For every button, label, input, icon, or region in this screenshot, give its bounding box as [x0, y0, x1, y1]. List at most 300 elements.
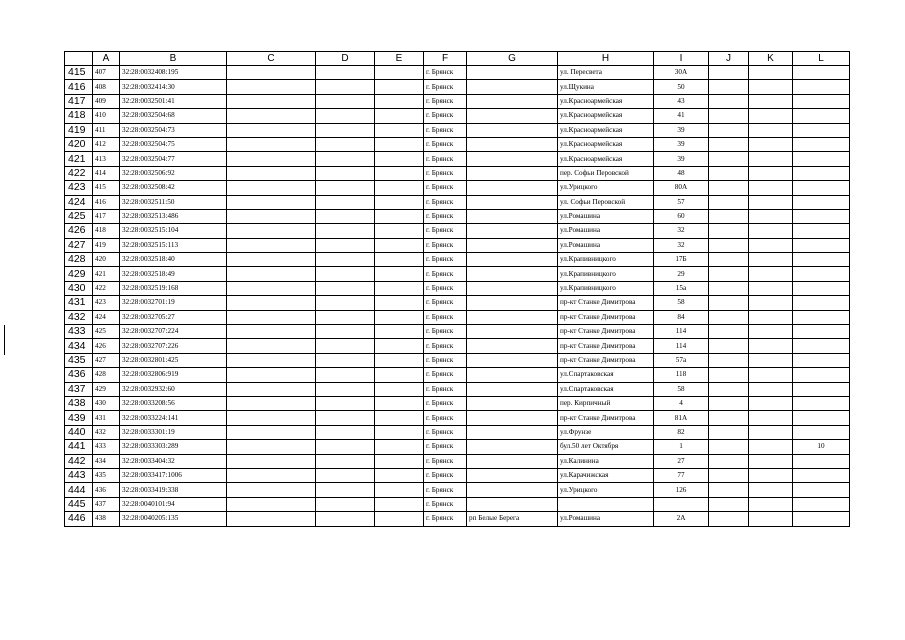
column-header-e[interactable]: E: [375, 52, 424, 66]
cell-i-house[interactable]: 126: [654, 483, 709, 497]
cell-a[interactable]: 412: [93, 137, 120, 151]
cell-c[interactable]: [227, 454, 316, 468]
cell-b-cadastral-number[interactable]: 32:28:0032932:60: [120, 382, 227, 396]
column-header-f[interactable]: F: [424, 52, 467, 66]
cell-b-cadastral-number[interactable]: 32:28:0032504:75: [120, 137, 227, 151]
cell-k[interactable]: [749, 296, 793, 310]
cell-g-settlement[interactable]: [467, 497, 558, 511]
cell-h-street[interactable]: пр-кт Станке Димитрова: [558, 353, 654, 367]
cell-b-cadastral-number[interactable]: 32:28:0032518:40: [120, 253, 227, 267]
cell-k[interactable]: [749, 353, 793, 367]
cell-b-cadastral-number[interactable]: 32:28:0032515:104: [120, 224, 227, 238]
cell-l[interactable]: [793, 368, 850, 382]
cell-l[interactable]: [793, 353, 850, 367]
cell-c[interactable]: [227, 66, 316, 80]
cell-f-city[interactable]: г. Брянск: [424, 109, 467, 123]
cell-l[interactable]: [793, 181, 850, 195]
cell-f-city[interactable]: г. Брянск: [424, 483, 467, 497]
cell-c[interactable]: [227, 253, 316, 267]
cell-l[interactable]: [793, 166, 850, 180]
cell-h-street[interactable]: ул.Ромашина: [558, 209, 654, 223]
cell-a[interactable]: 424: [93, 310, 120, 324]
cell-e[interactable]: [375, 80, 424, 94]
cell-b-cadastral-number[interactable]: 32:28:0032511:50: [120, 195, 227, 209]
cell-k[interactable]: [749, 166, 793, 180]
cell-e[interactable]: [375, 238, 424, 252]
cell-e[interactable]: [375, 382, 424, 396]
cell-e[interactable]: [375, 454, 424, 468]
cell-i-house[interactable]: 15а: [654, 281, 709, 295]
cell-b-cadastral-number[interactable]: 32:28:0032504:77: [120, 152, 227, 166]
cell-h-street[interactable]: ул.Красноармейская: [558, 152, 654, 166]
cell-c[interactable]: [227, 440, 316, 454]
cell-h-street[interactable]: ул.Ромашина: [558, 512, 654, 526]
cell-b-cadastral-number[interactable]: 32:28:0032504:68: [120, 109, 227, 123]
row-number[interactable]: 422: [65, 166, 93, 180]
row-number[interactable]: 440: [65, 425, 93, 439]
cell-e[interactable]: [375, 353, 424, 367]
cell-f-city[interactable]: г. Брянск: [424, 296, 467, 310]
cell-e[interactable]: [375, 339, 424, 353]
cell-a[interactable]: 407: [93, 66, 120, 80]
cell-l[interactable]: [793, 468, 850, 482]
cell-e[interactable]: [375, 267, 424, 281]
cell-i-house[interactable]: [654, 497, 709, 511]
cell-g-settlement[interactable]: [467, 80, 558, 94]
cell-k[interactable]: [749, 339, 793, 353]
cell-f-city[interactable]: г. Брянск: [424, 80, 467, 94]
cell-j[interactable]: [709, 296, 749, 310]
cell-j[interactable]: [709, 181, 749, 195]
cell-g-settlement[interactable]: [467, 281, 558, 295]
cell-h-street[interactable]: пр-кт Станке Димитрова: [558, 296, 654, 310]
cell-b-cadastral-number[interactable]: 32:28:0032501:41: [120, 94, 227, 108]
cell-c[interactable]: [227, 94, 316, 108]
cell-k[interactable]: [749, 152, 793, 166]
row-number[interactable]: 444: [65, 483, 93, 497]
cell-c[interactable]: [227, 353, 316, 367]
cell-b-cadastral-number[interactable]: 32:28:0032801:425: [120, 353, 227, 367]
cell-h-street[interactable]: ул.Фрунзе: [558, 425, 654, 439]
row-number[interactable]: 416: [65, 80, 93, 94]
row-number[interactable]: 431: [65, 296, 93, 310]
column-header-d[interactable]: D: [316, 52, 375, 66]
cell-g-settlement[interactable]: [467, 123, 558, 137]
cell-k[interactable]: [749, 224, 793, 238]
cell-a[interactable]: 416: [93, 195, 120, 209]
cell-l[interactable]: [793, 325, 850, 339]
cell-j[interactable]: [709, 238, 749, 252]
cell-b-cadastral-number[interactable]: 32:28:0032707:226: [120, 339, 227, 353]
cell-f-city[interactable]: г. Брянск: [424, 497, 467, 511]
cell-a[interactable]: 414: [93, 166, 120, 180]
cell-i-house[interactable]: 4: [654, 396, 709, 410]
cell-b-cadastral-number[interactable]: 32:28:0032707:224: [120, 325, 227, 339]
cell-j[interactable]: [709, 483, 749, 497]
cell-c[interactable]: [227, 281, 316, 295]
cell-e[interactable]: [375, 483, 424, 497]
cell-h-street[interactable]: ул.Урицкого: [558, 181, 654, 195]
cell-l[interactable]: [793, 454, 850, 468]
cell-c[interactable]: [227, 382, 316, 396]
cell-f-city[interactable]: г. Брянск: [424, 94, 467, 108]
row-number[interactable]: 445: [65, 497, 93, 511]
cell-g-settlement[interactable]: [467, 411, 558, 425]
cell-l[interactable]: [793, 310, 850, 324]
cell-h-street[interactable]: ул.Щукина: [558, 80, 654, 94]
row-number[interactable]: 436: [65, 368, 93, 382]
cell-j[interactable]: [709, 497, 749, 511]
cell-l[interactable]: [793, 267, 850, 281]
cell-b-cadastral-number[interactable]: 32:28:0032504:73: [120, 123, 227, 137]
cell-l[interactable]: [793, 109, 850, 123]
cell-h-street[interactable]: бул.50 лет Октября: [558, 440, 654, 454]
cell-i-house[interactable]: 82: [654, 425, 709, 439]
cell-a[interactable]: 435: [93, 468, 120, 482]
cell-l[interactable]: [793, 483, 850, 497]
row-number[interactable]: 439: [65, 411, 93, 425]
cell-h-street[interactable]: ул.Крапивницкого: [558, 253, 654, 267]
cell-e[interactable]: [375, 310, 424, 324]
cell-b-cadastral-number[interactable]: 32:28:0032705:27: [120, 310, 227, 324]
row-number[interactable]: 421: [65, 152, 93, 166]
cell-i-house[interactable]: 81А: [654, 411, 709, 425]
cell-j[interactable]: [709, 411, 749, 425]
cell-f-city[interactable]: г. Брянск: [424, 253, 467, 267]
cell-d[interactable]: [316, 166, 375, 180]
row-number[interactable]: 426: [65, 224, 93, 238]
cell-d[interactable]: [316, 310, 375, 324]
cell-j[interactable]: [709, 94, 749, 108]
cell-i-house[interactable]: 2А: [654, 512, 709, 526]
cell-l[interactable]: [793, 209, 850, 223]
row-number[interactable]: 415: [65, 66, 93, 80]
cell-b-cadastral-number[interactable]: 32:28:0033417:1006: [120, 468, 227, 482]
cell-a[interactable]: 433: [93, 440, 120, 454]
cell-h-street[interactable]: [558, 497, 654, 511]
cell-l[interactable]: [793, 339, 850, 353]
cell-d[interactable]: [316, 123, 375, 137]
cell-g-settlement[interactable]: [467, 152, 558, 166]
cell-a[interactable]: 430: [93, 396, 120, 410]
cell-c[interactable]: [227, 483, 316, 497]
cell-c[interactable]: [227, 296, 316, 310]
column-header-l[interactable]: L: [793, 52, 850, 66]
cell-g-settlement[interactable]: [467, 382, 558, 396]
cell-b-cadastral-number[interactable]: 32:28:0032408:195: [120, 66, 227, 80]
cell-k[interactable]: [749, 267, 793, 281]
cell-f-city[interactable]: г. Брянск: [424, 195, 467, 209]
cell-k[interactable]: [749, 468, 793, 482]
cell-f-city[interactable]: г. Брянск: [424, 137, 467, 151]
column-header-j[interactable]: J: [709, 52, 749, 66]
cell-h-street[interactable]: ул.Красноармейская: [558, 94, 654, 108]
cell-l[interactable]: [793, 396, 850, 410]
cell-i-house[interactable]: 43: [654, 94, 709, 108]
cell-k[interactable]: [749, 512, 793, 526]
cell-i-house[interactable]: 50: [654, 80, 709, 94]
cell-d[interactable]: [316, 238, 375, 252]
cell-j[interactable]: [709, 267, 749, 281]
row-number[interactable]: 443: [65, 468, 93, 482]
cell-k[interactable]: [749, 238, 793, 252]
cell-b-cadastral-number[interactable]: 32:28:0040205:135: [120, 512, 227, 526]
cell-h-street[interactable]: ул.Ромашина: [558, 238, 654, 252]
cell-f-city[interactable]: г. Брянск: [424, 181, 467, 195]
row-number[interactable]: 430: [65, 281, 93, 295]
cell-k[interactable]: [749, 209, 793, 223]
cell-a[interactable]: 417: [93, 209, 120, 223]
cell-j[interactable]: [709, 152, 749, 166]
cell-k[interactable]: [749, 425, 793, 439]
cell-f-city[interactable]: г. Брянск: [424, 468, 467, 482]
cell-b-cadastral-number[interactable]: 32:28:0032506:92: [120, 166, 227, 180]
row-number[interactable]: 420: [65, 137, 93, 151]
cell-c[interactable]: [227, 195, 316, 209]
cell-k[interactable]: [749, 281, 793, 295]
cell-g-settlement[interactable]: [467, 396, 558, 410]
cell-g-settlement[interactable]: [467, 195, 558, 209]
cell-h-street[interactable]: пр-кт Станке Димитрова: [558, 310, 654, 324]
cell-k[interactable]: [749, 382, 793, 396]
cell-i-house[interactable]: 118: [654, 368, 709, 382]
cell-d[interactable]: [316, 512, 375, 526]
cell-d[interactable]: [316, 339, 375, 353]
cell-a[interactable]: 410: [93, 109, 120, 123]
cell-i-house[interactable]: 1: [654, 440, 709, 454]
cell-d[interactable]: [316, 281, 375, 295]
cell-a[interactable]: 418: [93, 224, 120, 238]
cell-c[interactable]: [227, 339, 316, 353]
cell-l[interactable]: [793, 411, 850, 425]
cell-j[interactable]: [709, 512, 749, 526]
cell-i-house[interactable]: 30А: [654, 66, 709, 80]
cell-b-cadastral-number[interactable]: 32:28:0033208:56: [120, 396, 227, 410]
cell-d[interactable]: [316, 483, 375, 497]
cell-e[interactable]: [375, 411, 424, 425]
cell-d[interactable]: [316, 497, 375, 511]
cell-k[interactable]: [749, 195, 793, 209]
column-header-i[interactable]: I: [654, 52, 709, 66]
cell-j[interactable]: [709, 454, 749, 468]
cell-l[interactable]: [793, 296, 850, 310]
cell-l[interactable]: [793, 253, 850, 267]
cell-j[interactable]: [709, 310, 749, 324]
cell-c[interactable]: [227, 512, 316, 526]
cell-d[interactable]: [316, 454, 375, 468]
cell-h-street[interactable]: пер. Софьи Перовской: [558, 166, 654, 180]
cell-e[interactable]: [375, 425, 424, 439]
cell-k[interactable]: [749, 396, 793, 410]
cell-d[interactable]: [316, 94, 375, 108]
cell-c[interactable]: [227, 267, 316, 281]
cell-k[interactable]: [749, 137, 793, 151]
column-header-b[interactable]: B: [120, 52, 227, 66]
cell-f-city[interactable]: г. Брянск: [424, 353, 467, 367]
cell-e[interactable]: [375, 137, 424, 151]
cell-g-settlement[interactable]: [467, 224, 558, 238]
cell-i-house[interactable]: 60: [654, 209, 709, 223]
cell-d[interactable]: [316, 396, 375, 410]
row-number[interactable]: 434: [65, 339, 93, 353]
cell-l[interactable]: [793, 80, 850, 94]
cell-f-city[interactable]: г. Брянск: [424, 152, 467, 166]
cell-k[interactable]: [749, 454, 793, 468]
cell-j[interactable]: [709, 209, 749, 223]
cell-a[interactable]: 434: [93, 454, 120, 468]
cell-a[interactable]: 432: [93, 425, 120, 439]
cell-l[interactable]: 10: [793, 440, 850, 454]
cell-a[interactable]: 408: [93, 80, 120, 94]
cell-b-cadastral-number[interactable]: 32:28:0032701:19: [120, 296, 227, 310]
cell-k[interactable]: [749, 253, 793, 267]
cell-f-city[interactable]: г. Брянск: [424, 281, 467, 295]
cell-c[interactable]: [227, 166, 316, 180]
cell-f-city[interactable]: г. Брянск: [424, 267, 467, 281]
cell-e[interactable]: [375, 195, 424, 209]
row-number[interactable]: 433: [65, 325, 93, 339]
row-number[interactable]: 424: [65, 195, 93, 209]
column-header-a[interactable]: A: [93, 52, 120, 66]
cell-k[interactable]: [749, 109, 793, 123]
cell-e[interactable]: [375, 368, 424, 382]
row-number[interactable]: 425: [65, 209, 93, 223]
cell-e[interactable]: [375, 109, 424, 123]
cell-l[interactable]: [793, 224, 850, 238]
cell-k[interactable]: [749, 66, 793, 80]
cell-c[interactable]: [227, 325, 316, 339]
cell-g-settlement[interactable]: рп Белые Берега: [467, 512, 558, 526]
cell-e[interactable]: [375, 396, 424, 410]
cell-e[interactable]: [375, 281, 424, 295]
cell-i-house[interactable]: 32: [654, 238, 709, 252]
cell-k[interactable]: [749, 440, 793, 454]
cell-g-settlement[interactable]: [467, 253, 558, 267]
cell-e[interactable]: [375, 512, 424, 526]
cell-d[interactable]: [316, 440, 375, 454]
cell-h-street[interactable]: пер. Кирпичный: [558, 396, 654, 410]
cell-a[interactable]: 413: [93, 152, 120, 166]
cell-e[interactable]: [375, 166, 424, 180]
cell-d[interactable]: [316, 80, 375, 94]
cell-b-cadastral-number[interactable]: 32:28:0032519:168: [120, 281, 227, 295]
cell-d[interactable]: [316, 296, 375, 310]
cell-i-house[interactable]: 84: [654, 310, 709, 324]
row-number[interactable]: 446: [65, 512, 93, 526]
cell-h-street[interactable]: ул.Крапивницкого: [558, 267, 654, 281]
cell-b-cadastral-number[interactable]: 32:28:0032518:49: [120, 267, 227, 281]
cell-g-settlement[interactable]: [467, 310, 558, 324]
cell-a[interactable]: 431: [93, 411, 120, 425]
cell-e[interactable]: [375, 253, 424, 267]
cell-a[interactable]: 409: [93, 94, 120, 108]
cell-c[interactable]: [227, 181, 316, 195]
cell-i-house[interactable]: 29: [654, 267, 709, 281]
row-number[interactable]: 441: [65, 440, 93, 454]
cell-d[interactable]: [316, 267, 375, 281]
cell-c[interactable]: [227, 224, 316, 238]
row-number[interactable]: 438: [65, 396, 93, 410]
cell-e[interactable]: [375, 181, 424, 195]
cell-h-street[interactable]: пр-кт Станке Димитрова: [558, 339, 654, 353]
cell-i-house[interactable]: 48: [654, 166, 709, 180]
cell-g-settlement[interactable]: [467, 94, 558, 108]
cell-f-city[interactable]: г. Брянск: [424, 368, 467, 382]
cell-c[interactable]: [227, 109, 316, 123]
cell-c[interactable]: [227, 396, 316, 410]
cell-j[interactable]: [709, 425, 749, 439]
cell-f-city[interactable]: г. Брянск: [424, 440, 467, 454]
cell-k[interactable]: [749, 368, 793, 382]
cell-d[interactable]: [316, 181, 375, 195]
cell-c[interactable]: [227, 238, 316, 252]
cell-d[interactable]: [316, 66, 375, 80]
cell-k[interactable]: [749, 94, 793, 108]
cell-j[interactable]: [709, 123, 749, 137]
cell-i-house[interactable]: 114: [654, 339, 709, 353]
cell-h-street[interactable]: ул.Спартаковская: [558, 368, 654, 382]
row-number[interactable]: 418: [65, 109, 93, 123]
cell-c[interactable]: [227, 209, 316, 223]
cell-i-house[interactable]: 41: [654, 109, 709, 123]
cell-b-cadastral-number[interactable]: 32:28:0032806:919: [120, 368, 227, 382]
cell-j[interactable]: [709, 325, 749, 339]
cell-e[interactable]: [375, 497, 424, 511]
cell-c[interactable]: [227, 310, 316, 324]
cell-j[interactable]: [709, 66, 749, 80]
cell-a[interactable]: 428: [93, 368, 120, 382]
cell-i-house[interactable]: 57: [654, 195, 709, 209]
row-number[interactable]: 423: [65, 181, 93, 195]
cell-f-city[interactable]: г. Брянск: [424, 382, 467, 396]
cell-g-settlement[interactable]: [467, 137, 558, 151]
cell-g-settlement[interactable]: [467, 353, 558, 367]
cell-a[interactable]: 419: [93, 238, 120, 252]
cell-j[interactable]: [709, 353, 749, 367]
cell-a[interactable]: 421: [93, 267, 120, 281]
column-header-k[interactable]: K: [749, 52, 793, 66]
cell-a[interactable]: 429: [93, 382, 120, 396]
cell-e[interactable]: [375, 123, 424, 137]
cell-l[interactable]: [793, 382, 850, 396]
cell-d[interactable]: [316, 325, 375, 339]
cell-d[interactable]: [316, 224, 375, 238]
cell-f-city[interactable]: г. Брянск: [424, 209, 467, 223]
cell-d[interactable]: [316, 253, 375, 267]
cell-k[interactable]: [749, 80, 793, 94]
cell-l[interactable]: [793, 425, 850, 439]
cell-e[interactable]: [375, 296, 424, 310]
cell-e[interactable]: [375, 209, 424, 223]
column-header-g[interactable]: G: [467, 52, 558, 66]
corner-cell[interactable]: [65, 52, 93, 66]
cell-g-settlement[interactable]: [467, 468, 558, 482]
cell-l[interactable]: [793, 137, 850, 151]
cell-h-street[interactable]: ул.Крапивницкого: [558, 281, 654, 295]
cell-j[interactable]: [709, 468, 749, 482]
cell-a[interactable]: 426: [93, 339, 120, 353]
cell-b-cadastral-number[interactable]: 32:28:0032508:42: [120, 181, 227, 195]
row-number[interactable]: 417: [65, 94, 93, 108]
cell-d[interactable]: [316, 109, 375, 123]
cell-i-house[interactable]: 17Б: [654, 253, 709, 267]
cell-f-city[interactable]: г. Брянск: [424, 123, 467, 137]
cell-l[interactable]: [793, 512, 850, 526]
cell-e[interactable]: [375, 440, 424, 454]
cell-i-house[interactable]: 114: [654, 325, 709, 339]
cell-h-street[interactable]: ул.Красноармейская: [558, 137, 654, 151]
cell-l[interactable]: [793, 281, 850, 295]
